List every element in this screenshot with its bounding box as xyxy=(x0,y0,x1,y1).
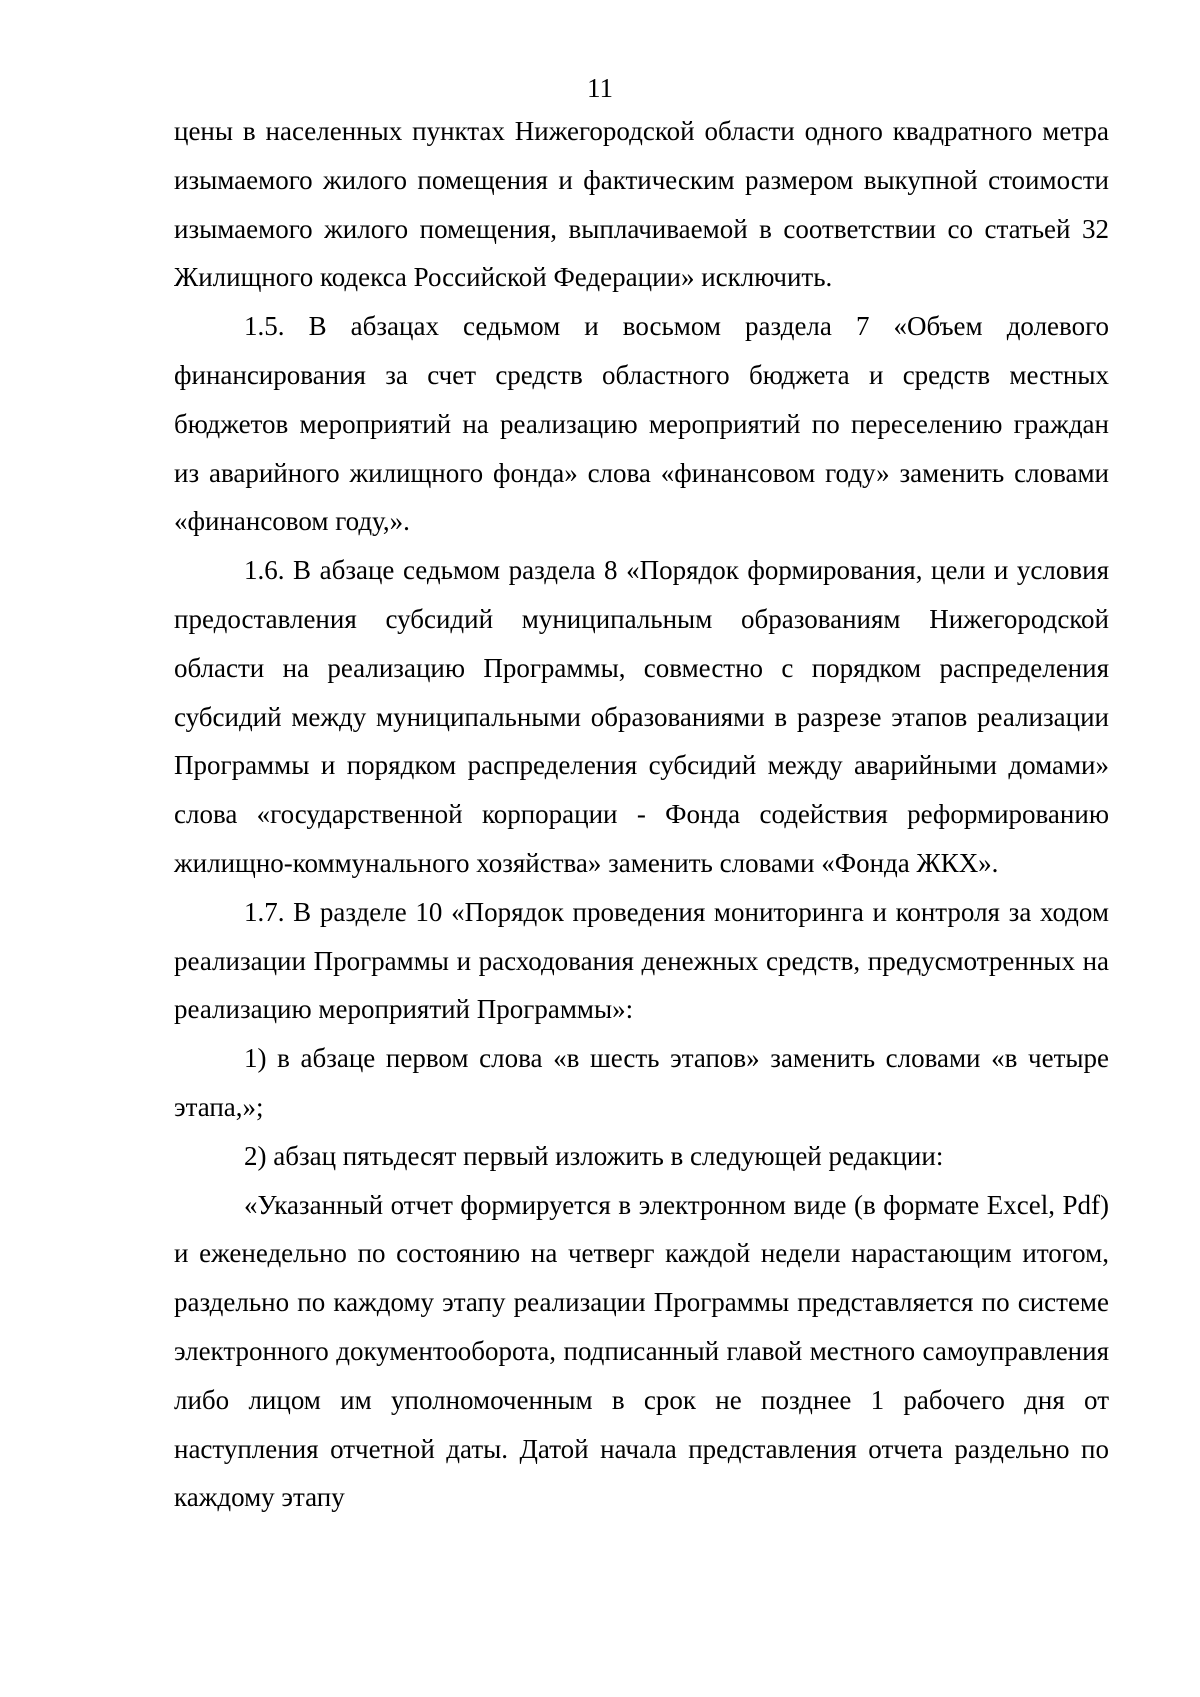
paragraph-1-7: 1.7. В разделе 10 «Порядок проведения мониторинга и контроля за ходом реализации Программы и расходования денежных средств, предусмотренных на реализацию мероприятий Программы»: xyxy=(174,896,1109,1025)
paragraph-item-2: 2) абзац пятьдесят первый изложить в следующей редакции: xyxy=(244,1140,944,1171)
paragraph-continuation: цены в населенных пунктах Нижегородской области одного квадратного метра изымаемого жилого помещения и фактическим размером выкупной стоимости изымаемого жилого помещения, выплачиваемой в соответствии со статьей 32 Жилищного кодекса Российской Федерации» исключить. xyxy=(174,116,1109,293)
paragraph-quoted-text: «Указанный отчет формируется в электронном виде (в формате Excel, Pdf) и еженедельно по состоянию на четверг каждой недели нарастающим итогом, раздельно по каждому этапу реализации Программы представляется по системе электронного документооборота, подписанный главой местного самоуправления либо лицом им уполномоченным в срок не позднее 1 рабочего дня от наступления отчетной даты. Датой начала представления отчета раздельно по каждому этапу xyxy=(174,1189,1109,1513)
document-body xyxy=(174,107,1109,1522)
paragraph-item-1: 1) в абзаце первом слова «в шесть этапов» заменить словами «в четыре этапа,»; xyxy=(174,1043,1109,1122)
paragraph-1-5: 1.5. В абзацах седьмом и восьмом раздела 7 «Объем долевого финансирования за счет средств областного бюджета и средств местных бюджетов мероприятий на реализацию мероприятий по переселению граждан из аварийного жилищного фонда» слова «финансовом году» заменить словами «финансовом году,». xyxy=(174,311,1109,537)
page-number: 11 xyxy=(587,73,613,103)
paragraph-1-6: 1.6. В абзаце седьмом раздела 8 «Порядок формирования, цели и условия предоставления субсидий муниципальным образованиям Нижегородской области на реализацию Программы, совместно с порядком распределения субсидий между муниципальными образованиями в разрезе этапов реализации Программы и порядком распределения субсидий между аварийными домами» слова «государственной корпорации - Фонда содействия реформированию жилищно-коммунального хозяйства» заменить словами «Фонда ЖКХ». xyxy=(174,555,1109,878)
